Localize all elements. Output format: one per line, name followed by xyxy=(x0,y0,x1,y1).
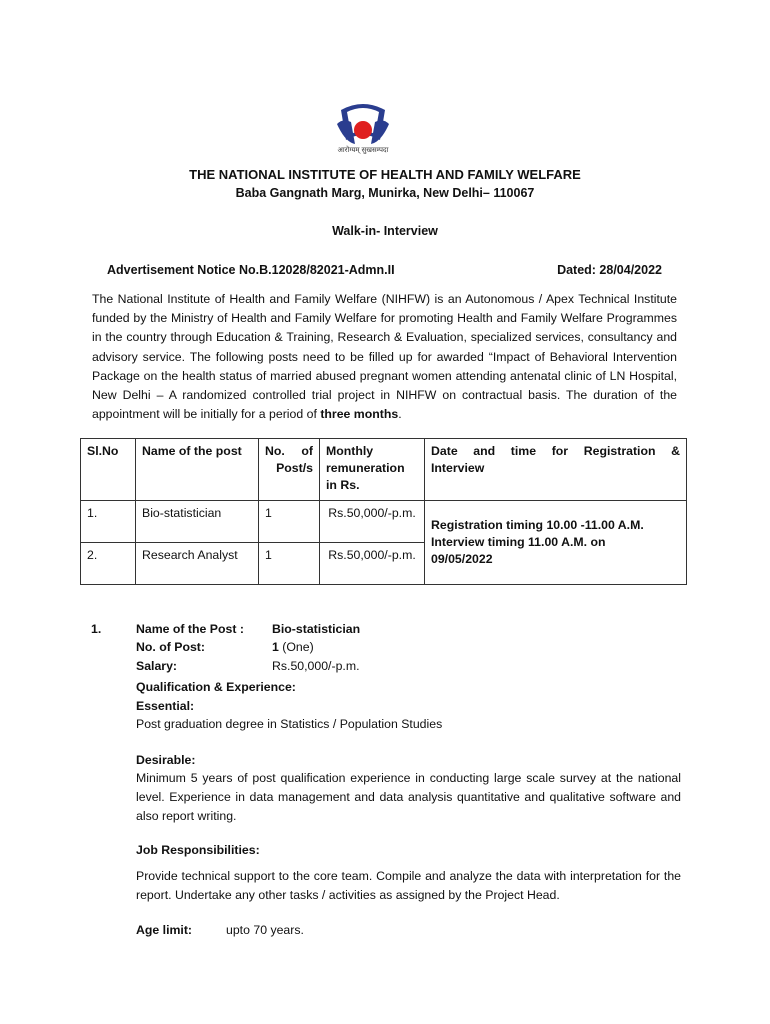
row-post-name: Research Analyst xyxy=(136,543,259,585)
header-no-of-posts: No. of Post/s xyxy=(259,439,320,501)
row-post-count: 1 xyxy=(259,543,320,585)
header-date-time: Date and time for Registration & Interview xyxy=(425,439,687,501)
post-count-value: 1 (One) xyxy=(272,640,314,654)
salary-value: Rs.50,000/-p.m. xyxy=(272,659,360,673)
post-name-label: Name of the Post : xyxy=(136,622,244,636)
registration-timing: Registration timing 10.00 -11.00 A.M. xyxy=(431,518,644,532)
header-sl-no: Sl.No xyxy=(81,439,136,501)
institute-address: Baba Gangnath Marg, Munirka, New Delhi– 110067 xyxy=(235,186,535,200)
row-sl-no: 1. xyxy=(81,501,136,543)
notice-date: Dated: 28/04/2022 xyxy=(557,263,662,277)
essential-heading: Essential: xyxy=(136,699,195,713)
header-post-name: Name of the post xyxy=(136,439,259,501)
row-post-count: 1 xyxy=(259,501,320,543)
qualification-heading: Qualification & Experience: xyxy=(136,680,296,694)
table-header-row xyxy=(81,439,687,501)
row-remuneration: Rs.50,000/-p.m. xyxy=(320,543,425,585)
desirable-heading: Desirable: xyxy=(136,753,196,767)
intro-duration: three months xyxy=(320,407,399,422)
interview-type: Walk-in- Interview xyxy=(332,224,438,238)
post-detail-number: 1. xyxy=(91,622,102,636)
schedule-cell xyxy=(425,501,687,585)
interview-date: 09/05/2022 xyxy=(431,552,493,566)
intro-paragraph: The National Institute of Health and Family Welfare (NIHFW) is an Autonomous / Apex Technical Institute funded by the Ministry of Health and Family Welfare for promoting Health and Family Welfare Programmes in the country through Education & Training, Research & Evaluation, specialized services, consultancy and advisory service. The following posts need to be filled up for awarded “Impact of Behavioral Intervention Package on the health status of married abused pregnant women attending antenatal clinic of LN Hospital, New Delhi – A randomized controlled trial project in NIHFW on contractual basis. The duration of the appointment will be initially for a period of three months. xyxy=(92,292,677,422)
logo-sun xyxy=(354,121,372,139)
notice-number: Advertisement Notice No.B.12028/82021-Admn.II xyxy=(107,263,395,277)
logo-caption: आरोग्यम् सुखसम्पदा xyxy=(337,147,389,154)
age-limit-value: upto 70 years. xyxy=(226,923,304,937)
age-limit-label: Age limit: xyxy=(136,923,193,937)
desirable-text: Minimum 5 years of post qualification experience in conducting large scale survey at the national level. Experience in data management and data analysis quantitative and qualitative software and also report writing. xyxy=(136,771,681,823)
responsibilities-text: Provide technical support to the core team. Compile and analyze the data with interpretation for the report. Undertake any other tasks / activities as assigned by the Project Head. xyxy=(136,869,681,902)
salary-label: Salary: xyxy=(136,659,178,673)
post-count-label: No. of Post: xyxy=(136,640,205,654)
interview-timing: Interview timing 11.00 A.M. on xyxy=(431,535,606,549)
responsibilities-heading: Job Responsibilities: xyxy=(136,843,260,857)
posts-table xyxy=(80,438,687,585)
header-remuneration: Monthly remuneration in Rs. xyxy=(320,439,425,501)
row-sl-no: 2. xyxy=(81,543,136,585)
table-row xyxy=(81,501,687,543)
row-remuneration: Rs.50,000/-p.m. xyxy=(320,501,425,543)
post-name-value: Bio-statistician xyxy=(272,622,361,636)
institute-title: THE NATIONAL INSTITUTE OF HEALTH AND FAMILY WELFARE xyxy=(189,167,581,182)
row-post-name: Bio-statistician xyxy=(136,501,259,543)
intro-text: The National Institute of Health and Family Welfare (NIHFW) is an Autonomous / Apex Technical Institute funded by the Ministry of Health and Family Welfare for promoting Health and Family Welfare Programmes in the country through Education & Training, Research & Evaluation, specialized services, consultancy and advisory service. The following posts need to be filled up for awarded “Impact of Behavioral Intervention Package on the health status of married abused pregnant women attending antenatal clinic of LN Hospital, New Delhi – A randomized controlled trial project in NIHFW on contractual basis. The duration of the appointment will be initially for a period of xyxy=(92,292,677,422)
essential-text: Post graduation degree in Statistics / Population Studies xyxy=(136,717,443,731)
